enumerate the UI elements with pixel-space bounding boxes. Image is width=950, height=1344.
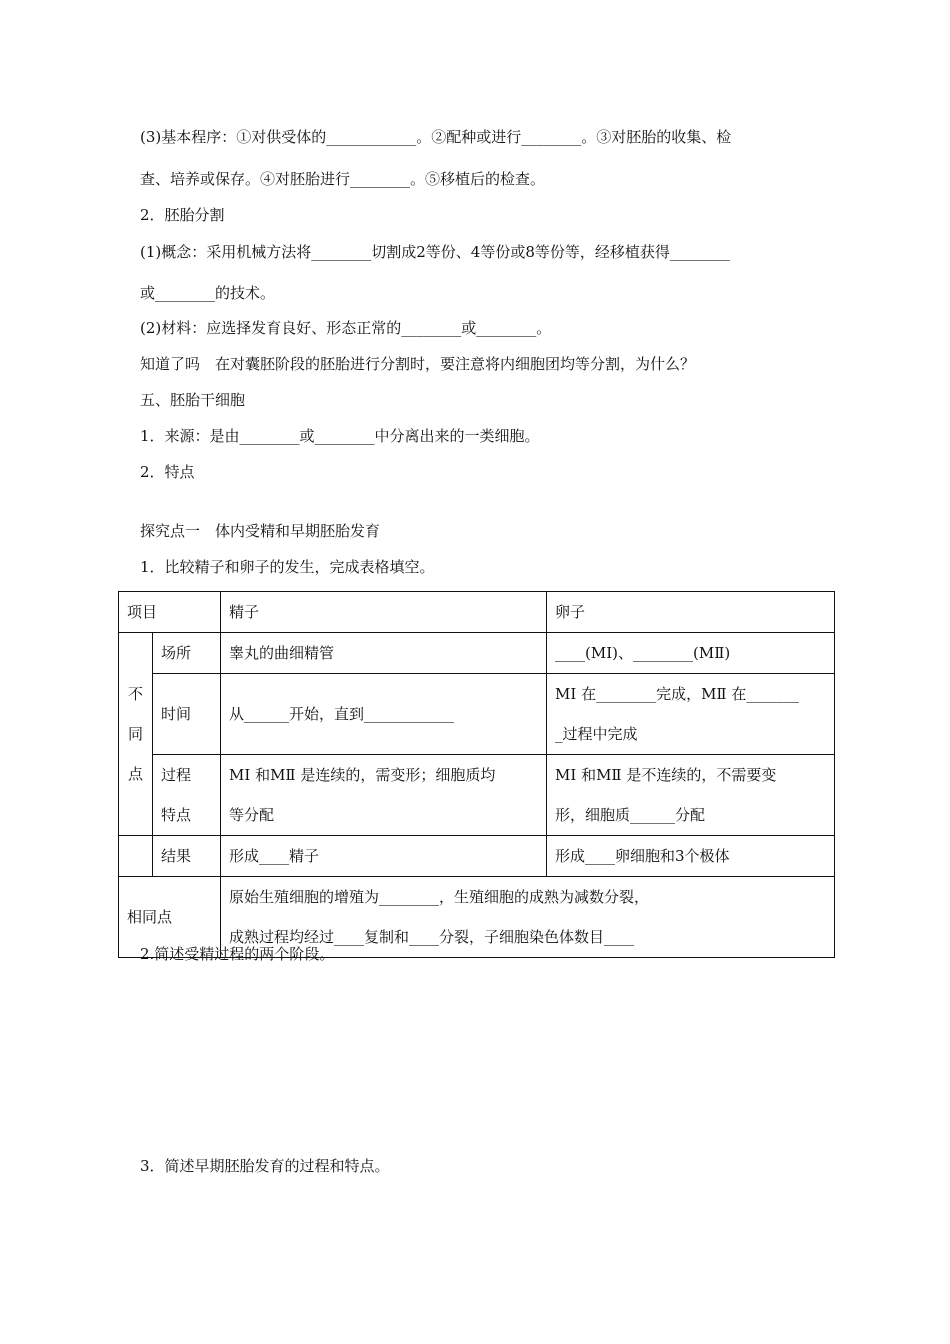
table-row: [119, 836, 835, 877]
diff-label: 不 同 点: [119, 633, 153, 836]
text-line-procedure-2: 查、培养或保存。④对胚胎进行________。⑤移植后的检查。: [140, 170, 546, 188]
text-line-procedure-1: (3)基本程序：①对供受体的____________。②配种或进行________。③对胚胎的收集、检: [140, 128, 732, 146]
cell-sperm-process: MⅠ 和MⅡ 是连续的，需变形；细胞质均 等分配: [221, 755, 547, 836]
cell-same: 原始生殖细胞的增殖为________，生殖细胞的成熟为减数分裂， 成熟过程均经过____复制和____分裂，子细胞染色体数目____: [221, 877, 835, 958]
text-line-material: (2)材料：应选择发育良好、形态正常的________或________。: [140, 319, 552, 337]
row-label-time: 时间: [153, 674, 221, 755]
table-row: [119, 755, 835, 836]
cell-sperm-location: 睾丸的曲细精管: [221, 633, 547, 674]
text-line-concept-2: 或________的技术。: [140, 284, 276, 302]
text-line-fertilization: 2.简述受精过程的两个阶段。: [140, 945, 335, 963]
empty-cell: [119, 836, 153, 877]
section-heading-embryo-splitting: 2．胚胎分割: [140, 206, 225, 224]
cell-sperm-result: 形成____精子: [221, 836, 547, 877]
text-line-question: 知道了吗 在对囊胚阶段的胚胎进行分割时，要注意将内细胞团均等分割，为什么？: [140, 355, 696, 373]
text-line-early-development: 3．简述早期胚胎发育的过程和特点。: [140, 1157, 390, 1175]
row-label-process: 过程 特点: [153, 755, 221, 836]
row-label-same: 相同点: [119, 877, 221, 958]
text-line-features: 2．特点: [140, 463, 195, 481]
cell-egg-result: 形成____卵细胞和3个极体: [547, 836, 835, 877]
cell-sperm-time: 从______开始，直到____________: [221, 674, 547, 755]
table-row: [119, 674, 835, 755]
cell-egg-location: ____(MⅠ)、________(MⅡ): [547, 633, 835, 674]
cell-egg-process: MⅠ 和MⅡ 是不连续的，不需要变 形，细胞质______分配: [547, 755, 835, 836]
section-heading-explore-1: 探究点一 体内受精和早期胚胎发育: [140, 522, 381, 540]
row-label-location: 场所: [153, 633, 221, 674]
header-sperm: 精子: [221, 592, 547, 633]
header-item: 项目: [119, 592, 221, 633]
text-line-source: 1．来源：是由________或________中分离出来的一类细胞。: [140, 427, 540, 445]
table-row: [119, 633, 835, 674]
header-egg: 卵子: [547, 592, 835, 633]
row-label-result: 结果: [153, 836, 221, 877]
text-line-concept-1: (1)概念：采用机械方法将________切割成2等份、4等份或8等份等，经移植获得________: [140, 243, 730, 261]
comparison-table: [118, 591, 835, 958]
section-heading-stem-cells: 五、胚胎干细胞: [140, 391, 246, 409]
cell-egg-time: MⅠ 在________完成，MⅡ 在_______ _过程中完成: [547, 674, 835, 755]
table-header-row: [119, 592, 835, 633]
text-line-compare-instruction: 1．比较精子和卵子的发生，完成表格填空。: [140, 558, 435, 576]
